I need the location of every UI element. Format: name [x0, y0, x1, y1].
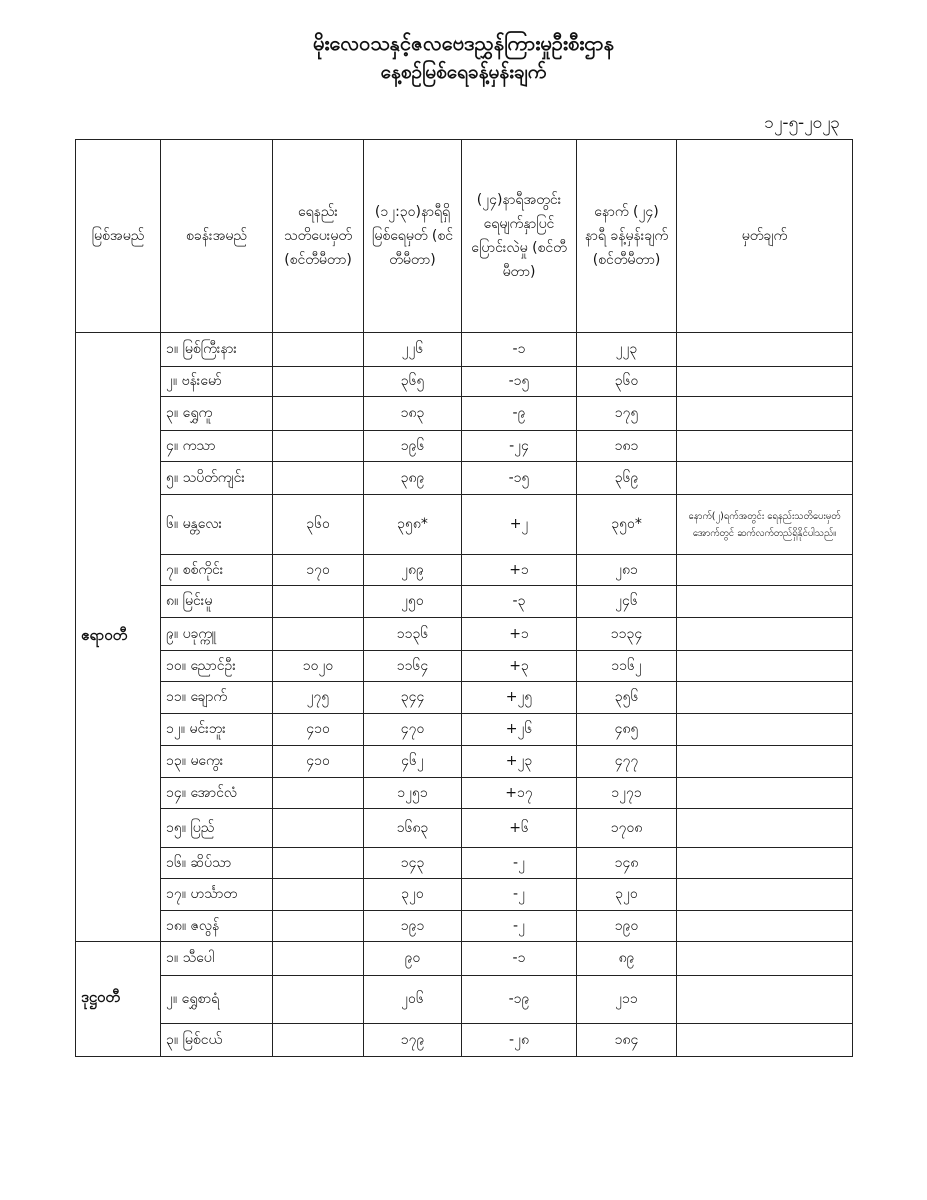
- table-row: [76, 778, 853, 809]
- station-name: ၇။ စစ်ကိုင်း: [161, 555, 273, 586]
- header-forecast: နောက် (၂၄) နာရီ ခန့်မှန်းချက် (စင်တီမီတာ): [577, 140, 677, 333]
- station-name: ၆။ မန္တလေး: [161, 495, 273, 555]
- forecast-level: ၁၂၇၁: [577, 778, 677, 809]
- table-row: [76, 848, 853, 879]
- table-row: [76, 618, 853, 651]
- water-level: ၃၄၄: [364, 682, 462, 714]
- forecast-level: ၈၉: [577, 942, 677, 976]
- table-row: [76, 879, 853, 911]
- water-level: ၁၈၃: [364, 397, 462, 431]
- report-date: ၁၂-၅-၂၀၂၃: [764, 113, 840, 133]
- water-level: ၁၆၈၃: [364, 809, 462, 848]
- water-level: ၂၀၆: [364, 976, 462, 1024]
- table-row: [76, 976, 853, 1024]
- warning-level: [273, 911, 364, 942]
- water-level: ၁၂၅၁: [364, 778, 462, 809]
- water-level: ၉၀: [364, 942, 462, 976]
- water-level: ၁၄၃: [364, 848, 462, 879]
- station-name: ၁၇။ ဟင်္သာတ: [161, 879, 273, 911]
- warning-level: [273, 462, 364, 495]
- remark: [677, 976, 853, 1024]
- forecast-level: ၁၉၀: [577, 911, 677, 942]
- table-row: [76, 651, 853, 682]
- forecast-level: ၄၇၇: [577, 746, 677, 778]
- level-change: -၂၈: [462, 1024, 577, 1057]
- station-name: ၂။ ဗန်းမော်: [161, 367, 273, 397]
- remark: [677, 809, 853, 848]
- forecast-level: ၃၆၉: [577, 462, 677, 495]
- warning-level: [273, 778, 364, 809]
- remark: [677, 333, 853, 367]
- table-row: [76, 714, 853, 746]
- table-body: [76, 333, 853, 1057]
- warning-level: [273, 976, 364, 1024]
- remark: [677, 555, 853, 586]
- level-change: +၂၃: [462, 746, 577, 778]
- station-name: ၁။ မြစ်ကြီးနား: [161, 333, 273, 367]
- river-name: ဒုဋ္ဌဝတီ: [76, 942, 161, 1057]
- remark: [677, 462, 853, 495]
- remark: နောက်(၂)ရက်အတွင်း ရေနည်းသတိပေးမှတ်အောက်တွင် ဆက်လက်တည်ရှိနိုင်ပါသည်။: [677, 495, 853, 555]
- level-change: -၂: [462, 879, 577, 911]
- remark: [677, 848, 853, 879]
- station-name: ၁၁။ ချောက်: [161, 682, 273, 714]
- level-change: +၂၆: [462, 714, 577, 746]
- water-level: ၁၇၉: [364, 1024, 462, 1057]
- station-name: ၄။ ကသာ: [161, 431, 273, 462]
- remark: [677, 618, 853, 651]
- warning-level: [273, 367, 364, 397]
- table-row: [76, 431, 853, 462]
- agency-title: မိုးလေဝသနှင့်ဇလဗေဒညွှန်ကြားမှုဦးစီးဌာန: [313, 31, 614, 55]
- warning-level: [273, 397, 364, 431]
- table-row: [76, 911, 853, 942]
- warning-level: ၁၀၂၀: [273, 651, 364, 682]
- header-river: မြစ်အမည်: [76, 140, 161, 333]
- forecast-level: ၁၁၆၂: [577, 651, 677, 682]
- forecast-level: ၃၆၀: [577, 367, 677, 397]
- station-name: ၁၅။ ပြည်: [161, 809, 273, 848]
- remark: [677, 682, 853, 714]
- table-row: [76, 397, 853, 431]
- water-level: ၃၂၀: [364, 879, 462, 911]
- warning-level: ၄၁၀: [273, 714, 364, 746]
- warning-level: ၂၇၅: [273, 682, 364, 714]
- level-change: -၂၄: [462, 431, 577, 462]
- station-name: ၃။ မြစ်ငယ်: [161, 1024, 273, 1057]
- remark: [677, 651, 853, 682]
- remark: [677, 942, 853, 976]
- table-row: [76, 555, 853, 586]
- report-title: နေ့စဉ်မြစ်ရေခန့်မှန်းချက်: [380, 61, 547, 83]
- remark: [677, 431, 853, 462]
- remark: [677, 367, 853, 397]
- water-level: ၂၈၉: [364, 555, 462, 586]
- station-name: ၁၀။ ညောင်ဦး: [161, 651, 273, 682]
- forecast-level: ၂၈၁: [577, 555, 677, 586]
- level-change: +၂: [462, 495, 577, 555]
- level-change: +၁: [462, 618, 577, 651]
- warning-level: [273, 942, 364, 976]
- table-row: [76, 1024, 853, 1057]
- table-row: [76, 942, 853, 976]
- water-level: ၁၁၃၆: [364, 618, 462, 651]
- level-change: -၂: [462, 911, 577, 942]
- forecast-level: ၃၂၀: [577, 879, 677, 911]
- water-level: ၄၇၀: [364, 714, 462, 746]
- remark: [677, 746, 853, 778]
- table-row: [76, 746, 853, 778]
- forecast-level: ၁၄၈: [577, 848, 677, 879]
- forecast-level: ၄၈၅: [577, 714, 677, 746]
- header-remark: မှတ်ချက်: [677, 140, 853, 333]
- table-row: [76, 462, 853, 495]
- warning-level: [273, 1024, 364, 1057]
- warning-level: [273, 848, 364, 879]
- water-level: ၁၉၆: [364, 431, 462, 462]
- station-name: ၃။ ရွှေကူ: [161, 397, 273, 431]
- table-row: [76, 367, 853, 397]
- header-station: စခန်းအမည်: [161, 140, 273, 333]
- level-change: -၁: [462, 333, 577, 367]
- warning-level: ၃၆၀: [273, 495, 364, 555]
- station-name: ၁၆။ ဆိပ်သာ: [161, 848, 273, 879]
- warning-level: [273, 586, 364, 618]
- station-name: ၁၃။ မကွေး: [161, 746, 273, 778]
- header-water-level: (၁၂:၃၀)နာရီရှိ မြစ်ရေမှတ် (စင်တီမီတာ): [364, 140, 462, 333]
- water-level: ၃၅၈*: [364, 495, 462, 555]
- header-row: [76, 140, 853, 333]
- forecast-level: ၂၄၆: [577, 586, 677, 618]
- remark: [677, 879, 853, 911]
- warning-level: [273, 809, 364, 848]
- remark: [677, 911, 853, 942]
- water-level: ၄၆၂: [364, 746, 462, 778]
- table-row: [76, 682, 853, 714]
- forecast-level: ၃၅၆: [577, 682, 677, 714]
- station-name: ၁။ သီပေါ: [161, 942, 273, 976]
- level-change: -၉: [462, 397, 577, 431]
- level-change: +၂၅: [462, 682, 577, 714]
- forecast-level: ၁၇၀၈: [577, 809, 677, 848]
- water-level: ၁၁၆၄: [364, 651, 462, 682]
- warning-level: [273, 879, 364, 911]
- warning-level: ၄၁၀: [273, 746, 364, 778]
- river-name: ဧရာဝတီ: [76, 333, 161, 942]
- level-change: +၁၇: [462, 778, 577, 809]
- remark: [677, 397, 853, 431]
- level-change: -၁၅: [462, 462, 577, 495]
- water-level: ၃၈၉: [364, 462, 462, 495]
- forecast-level: ၁၁၃၄: [577, 618, 677, 651]
- forecast-level: ၁၇၅: [577, 397, 677, 431]
- forecast-level: ၂၂၃: [577, 333, 677, 367]
- remark: [677, 714, 853, 746]
- level-change: -၂: [462, 848, 577, 879]
- level-change: -၃: [462, 586, 577, 618]
- forecast-level: ၁၈၁: [577, 431, 677, 462]
- warning-level: [273, 618, 364, 651]
- header-change: (၂၄)နာရီအတွင်း ရေမျက်နှာပြင် ပြောင်းလဲမှု (စင်တီမီတာ): [462, 140, 577, 333]
- station-name: ၈။ မြင်းမူ: [161, 586, 273, 618]
- station-name: ၁၄။ အောင်လံ: [161, 778, 273, 809]
- warning-level: [273, 431, 364, 462]
- level-change: -၁: [462, 942, 577, 976]
- station-name: ၉။ ပခုက္ကူ: [161, 618, 273, 651]
- station-name: ၅။ သပိတ်ကျင်း: [161, 462, 273, 495]
- level-change: -၁၅: [462, 367, 577, 397]
- table-row: [76, 333, 853, 367]
- table-row: [76, 495, 853, 555]
- water-level: ၂၅၀: [364, 586, 462, 618]
- forecast-level: ၁၈၄: [577, 1024, 677, 1057]
- forecast-level: ၃၅၀*: [577, 495, 677, 555]
- level-change: +၆: [462, 809, 577, 848]
- header-warning-level: ရေနည်း သတိပေးမှတ် (စင်တီမီတာ): [273, 140, 364, 333]
- warning-level: [273, 333, 364, 367]
- forecast-level: ၂၁၁: [577, 976, 677, 1024]
- station-name: ၂။ ရွှေစာရံ: [161, 976, 273, 1024]
- warning-level: ၁၇၀: [273, 555, 364, 586]
- station-name: ၁၈။ ဇလွန်: [161, 911, 273, 942]
- water-level: ၃၆၅: [364, 367, 462, 397]
- remark: [677, 778, 853, 809]
- table-row: [76, 809, 853, 848]
- level-change: +၁: [462, 555, 577, 586]
- station-name: ၁၂။ မင်းဘူး: [161, 714, 273, 746]
- level-change: -၁၉: [462, 976, 577, 1024]
- table-row: [76, 586, 853, 618]
- remark: [677, 1024, 853, 1057]
- level-change: +၃: [462, 651, 577, 682]
- remark: [677, 586, 853, 618]
- river-level-table: [75, 139, 853, 1057]
- water-level: ၁၉၁: [364, 911, 462, 942]
- water-level: ၂၂၆: [364, 333, 462, 367]
